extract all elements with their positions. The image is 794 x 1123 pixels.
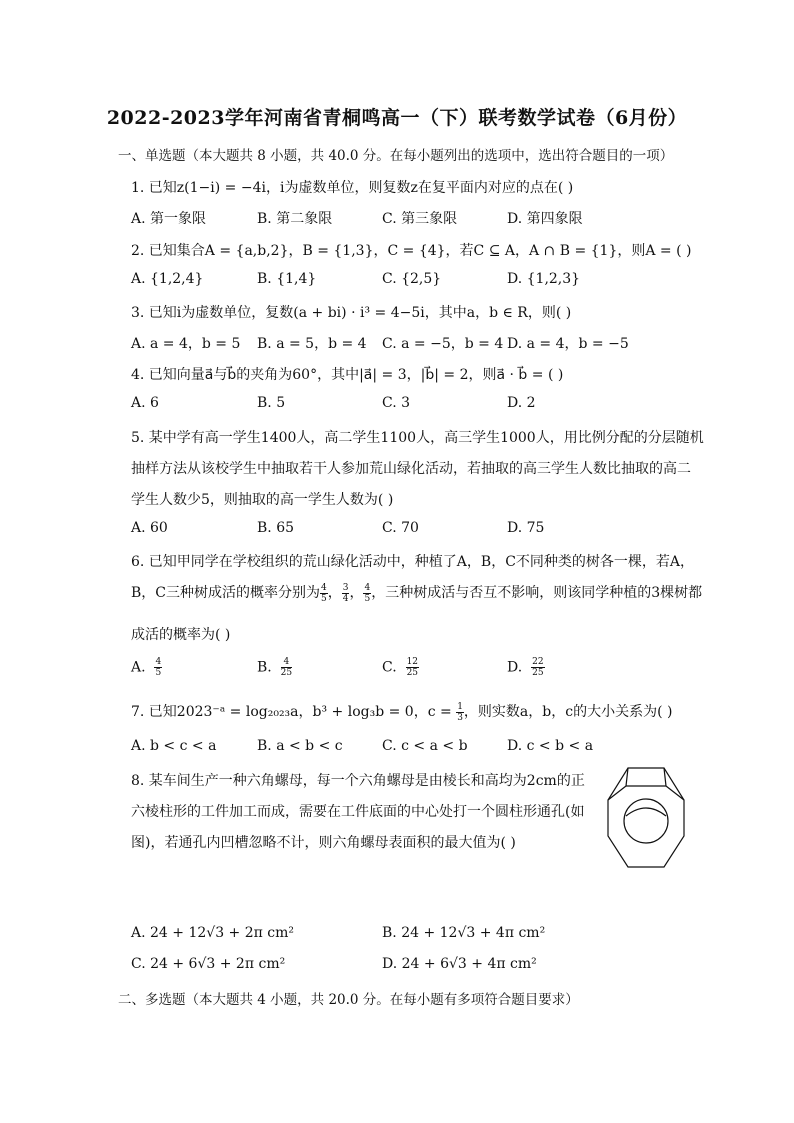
question-3-options <box>131 333 691 353</box>
question-8-line-1: 8. 某车间生产一种六角螺母，每一个六角螺母是由棱长和高均为2cm的正 <box>131 773 585 789</box>
q5-option-b: B. 65 <box>257 520 295 536</box>
question-6-line-3: 成活的概率为( ) <box>131 627 231 643</box>
q2-option-b: B. {1,4} <box>257 271 317 287</box>
q1-option-b: B. 第二象限 <box>257 211 333 227</box>
hex-top-edge-left <box>608 786 626 800</box>
q1-option-d: D. 第四象限 <box>507 211 583 227</box>
question-2-text: 2. 已知集合A = {a,b,2}，B = {1,3}，C = {4}，若C ⊆ A，A ∩ B = {1}，则A = ( ) <box>131 243 692 259</box>
q3-option-b: B. a = 5，b = 4 <box>257 336 367 352</box>
q3-option-d: D. a = 4，b = −5 <box>507 336 629 352</box>
question-2-options <box>131 271 691 291</box>
question-5-line-3: 学生人数少5，则抽取的高一学生人数为( ) <box>131 492 394 508</box>
q7-text-prefix: 7. 已知2023⁻ᵃ = log₂₀₂₃a，b³ + log₃b = 0，c = <box>131 704 457 720</box>
hex-top-edge-right <box>666 786 684 800</box>
hex-prism-outline <box>608 768 684 867</box>
q6-prob-c-fraction: $\frac{4}{5}$ <box>364 582 371 604</box>
question-5-line-1: 5. 某中学有高一学生1400人，高二学生1100人，高三学生1000人，用比例分配的分层随机 <box>131 430 704 446</box>
section-multi-choice-heading: 二、多选题（本大题共 4 小题，共 20.0 分。在每小题有多项符合题目要求） <box>118 992 579 1008</box>
q7-option-d: D. c < b < a <box>507 738 594 754</box>
question-4-options <box>131 395 691 415</box>
question-8-line-2: 六棱柱形的工件加工而成，需要在工件底面的中心处打一个圆柱形通孔(如 <box>131 804 585 820</box>
hole-circle <box>624 799 668 843</box>
q7-option-c: C. c < a < b <box>382 738 468 754</box>
q6-option-b: B. $\frac{4}{25}$ <box>257 657 293 678</box>
question-5-options <box>131 520 691 540</box>
q7-c-fraction: $\frac{1}{3}$ <box>457 701 463 723</box>
q2-option-a: A. {1,2,4} <box>131 271 204 287</box>
q6-option-d: D. $\frac{22}{25}$ <box>507 657 544 678</box>
question-8-line-3: 图)，若通孔内凹槽忽略不计，则六角螺母表面积的最大值为( ) <box>131 835 516 851</box>
q7-option-a: A. b < c < a <box>131 738 217 754</box>
q6-option-c: C. $\frac{12}{25}$ <box>382 657 419 678</box>
q6-line2-prefix: B，C三种树成活的概率分别为 <box>131 585 320 601</box>
question-1-options <box>131 208 691 228</box>
q2-option-c: C. {2,5} <box>382 271 442 287</box>
q5-option-d: D. 75 <box>507 520 545 536</box>
q5-option-a: A. 60 <box>131 520 168 536</box>
q8-option-c: C. 24 + 6√3 + 2π cm² <box>131 956 286 972</box>
q4-option-d: D. 2 <box>507 395 536 411</box>
question-3-text: 3. 已知i为虚数单位，复数(a + bi) · i³ = 4−5i，其中a，b ∈ R，则( ) <box>131 305 572 321</box>
q8-option-a: A. 24 + 12√3 + 2π cm² <box>131 925 295 941</box>
q6-option-a: A. $\frac{4}{5}$ <box>131 657 162 678</box>
page-title: 2022-2023学年河南省青桐鸣高一（下）联考数学试卷（6月份） <box>106 107 688 129</box>
q8-option-b: B. 24 + 12√3 + 4π cm² <box>382 925 546 941</box>
question-6-line-2: B，C三种树成活的概率分别为 $\frac{4}{5}$ ， $\frac{3}{4}$ ， $\frac{4}{5}$ ，三种树成活与否互不影响，则该同学种植的3棵树都 <box>131 582 703 604</box>
question-5-line-2: 抽样方法从该校学生中抽取若干人参加荒山绿化活动，若抽取的高三学生人数比抽取的高二 <box>131 461 691 477</box>
question-1-text: 1. 已知z(1−i) = −4i，i为虚数单位，则复数z在复平面内对应的点在( ) <box>131 180 574 196</box>
q8-option-d: D. 24 + 6√3 + 4π cm² <box>382 956 537 972</box>
question-6-line-1: 6. 已知甲同学在学校组织的荒山绿化活动中，种植了A，B，C不同种类的树各一棵，若A， <box>131 554 695 570</box>
question-7-options <box>131 738 691 758</box>
question-7-text <box>131 701 672 723</box>
question-4-text: 4. 已知向量a⃗与b⃗的夹角为60°，其中|a⃗| = 3，|b⃗| = 2，则a⃗ · b⃗ = ( ) <box>131 367 564 383</box>
q3-option-c: C. a = −5，b = 4 <box>382 336 504 352</box>
q1-option-a: A. 第一象限 <box>131 211 207 227</box>
q4-option-b: B. 5 <box>257 395 286 411</box>
q3-option-a: A. a = 4，b = 5 <box>131 336 241 352</box>
q4-option-c: C. 3 <box>382 395 411 411</box>
q6-line2-suffix: ，三种树成活与否互不影响，则该同学种植的3棵树都 <box>371 585 703 601</box>
q7-text-suffix: ，则实数a，b，c的大小关系为( ) <box>463 704 673 720</box>
hole-inner-arc <box>626 808 666 816</box>
hex-nut-figure <box>606 766 686 869</box>
q7-option-b: B. a < b < c <box>257 738 343 754</box>
q6-prob-b-fraction: $\frac{3}{4}$ <box>342 582 349 604</box>
q2-option-d: D. {1,2,3} <box>507 271 581 287</box>
section-single-choice-heading: 一、单选题（本大题共 8 小题，共 40.0 分。在每小题列出的选项中，选出符合题目的一项） <box>118 148 674 164</box>
q4-option-a: A. 6 <box>131 395 159 411</box>
question-6-options <box>131 657 691 685</box>
q6-prob-a-fraction: $\frac{4}{5}$ <box>321 582 327 604</box>
q1-option-c: C. 第三象限 <box>382 211 458 227</box>
question-8-options-row-2 <box>131 956 691 976</box>
question-8-options-row-1 <box>131 925 691 945</box>
q5-option-c: C. 70 <box>382 520 419 536</box>
